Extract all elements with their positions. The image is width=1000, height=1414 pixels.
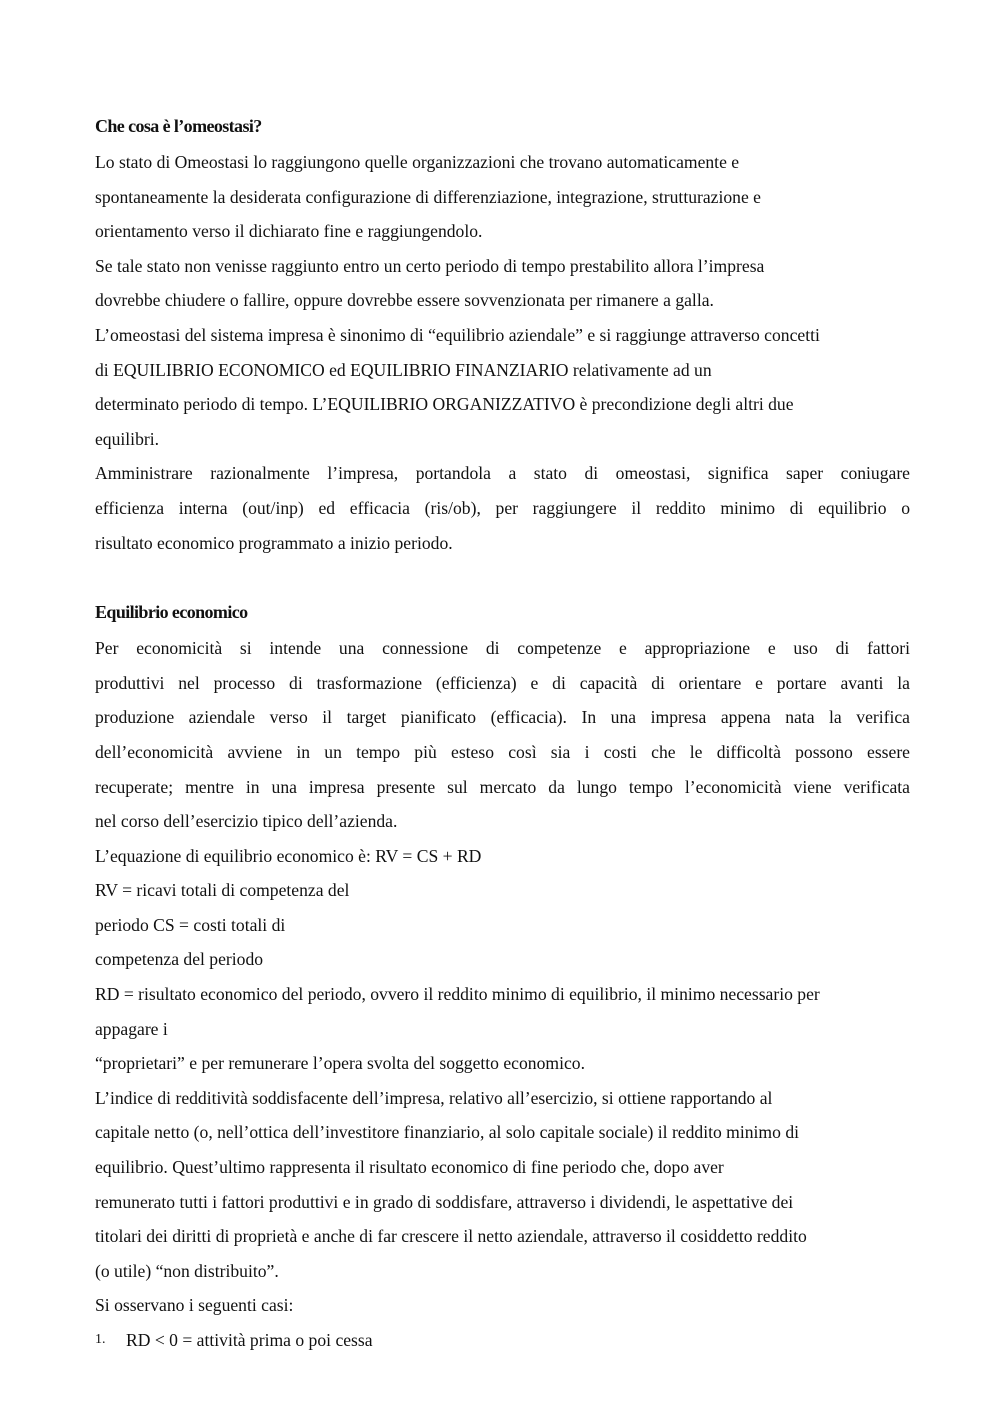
text-line: competenza del periodo [95, 949, 264, 970]
paragraph [95, 145, 910, 249]
equation: L’equazione di equilibrio economico è: RV = CS + RD [95, 845, 482, 866]
text-line: produttivi nel processo di trasformazione (efficienza) e di capacità di orientare e portare avanti la [95, 672, 910, 693]
text-line: “proprietari” e per remunerare l’opera svolta del soggetto economico. [95, 1053, 585, 1074]
text-line: risultato economico programmato a inizio periodo. [95, 532, 453, 553]
text-line: Per economicità si intende una connessione di competenze e appropriazione e uso di fattori [95, 638, 910, 659]
text-line: L’indice di redditività soddisfacente dell’impresa, relativo all’esercizio, si ottiene rapportando al [95, 1087, 773, 1108]
paragraph [95, 318, 910, 456]
section-heading-omeostasi: Che cosa è l’omeostasi? [95, 116, 262, 136]
list-number: 1. [95, 1332, 106, 1347]
text-line: remunerato tutti i fattori produttivi e in grado di soddisfare, attraverso i dividendi, le aspettative dei [95, 1191, 794, 1212]
text-line: titolari dei diritti di proprietà e anche di far crescere il netto aziendale, attraverso il cosiddetto reddito [95, 1226, 807, 1247]
text-line: produzione aziendale verso il target pianificato (efficacia). In una impresa appena nata la verifica [95, 707, 910, 728]
list-item [95, 1323, 910, 1358]
text-line: periodo CS = costi totali di [95, 914, 286, 935]
paragraph [95, 456, 910, 560]
text-line: recuperate; mentre in una impresa presente sul mercato da lungo tempo l’economicità viene verificata [95, 776, 910, 797]
text-line: appagare i [95, 1018, 168, 1039]
list-text: RD < 0 = attività prima o poi cessa [126, 1330, 373, 1350]
section-heading-equilibrio-economico: Equilibrio economico [95, 602, 248, 623]
text-line: L’omeostasi del sistema impresa è sinonimo di “equilibrio aziendale” e si raggiunge attraverso concetti [95, 324, 820, 345]
text-line: capitale netto (o, nell’ottica dell’investitore finanziario, al solo capitale sociale) il reddito minimo di [95, 1122, 799, 1143]
paragraph [95, 249, 910, 318]
text-line: nel corso dell’esercizio tipico dell’azienda. [95, 811, 398, 832]
text-line: Se tale stato non venisse raggiunto entro un certo periodo di tempo prestabilito allora l’impresa [95, 255, 765, 276]
text-line: Lo stato di Omeostasi lo raggiungono quelle organizzazioni che trovano automaticamente e [95, 152, 740, 172]
text-line: dovrebbe chiudere o fallire, oppure dovrebbe essere sovvenzionata per rimanere a galla. [95, 290, 714, 311]
paragraph [95, 1081, 910, 1289]
spacer [95, 560, 910, 594]
paragraph [95, 631, 910, 839]
text-line: di EQUILIBRIO ECONOMICO ed EQUILIBRIO FINANZIARIO relativamente ad un [95, 359, 712, 380]
text-line: dell’economicità avviene in un tempo più esteso così sia i costi che le difficoltà possono essere [95, 741, 910, 762]
text-line: (o utile) “non distribuito”. [95, 1260, 279, 1281]
text-line: RV = ricavi totali di competenza del [95, 880, 350, 901]
cases-intro: Si osservano i seguenti casi: [95, 1295, 294, 1316]
document-page [95, 108, 910, 1358]
text-line: RD = risultato economico del periodo, ovvero il reddito minimo di equilibrio, il minimo necessario per [95, 984, 820, 1005]
text-line: efficienza interna (out/inp) ed efficacia (ris/ob), per raggiungere il reddito minimo di equilibrio o [95, 497, 910, 518]
text-line: Amministrare razionalmente l’impresa, portandola a stato di omeostasi, significa saper coniugare [95, 463, 910, 484]
text-line: determinato periodo di tempo. L’EQUILIBRIO ORGANIZZATIVO è precondizione degli altri due [95, 394, 794, 415]
text-line: spontaneamente la desiderata configurazione di differenziazione, integrazione, strutturazione e [95, 186, 761, 207]
text-line: equilibrio. Quest’ultimo rappresenta il risultato economico di fine periodo che, dopo aver [95, 1157, 724, 1178]
text-line: orientamento verso il dichiarato fine e raggiungendolo. [95, 221, 483, 242]
definitions [95, 873, 910, 1081]
text-line: equilibri. [95, 428, 160, 449]
